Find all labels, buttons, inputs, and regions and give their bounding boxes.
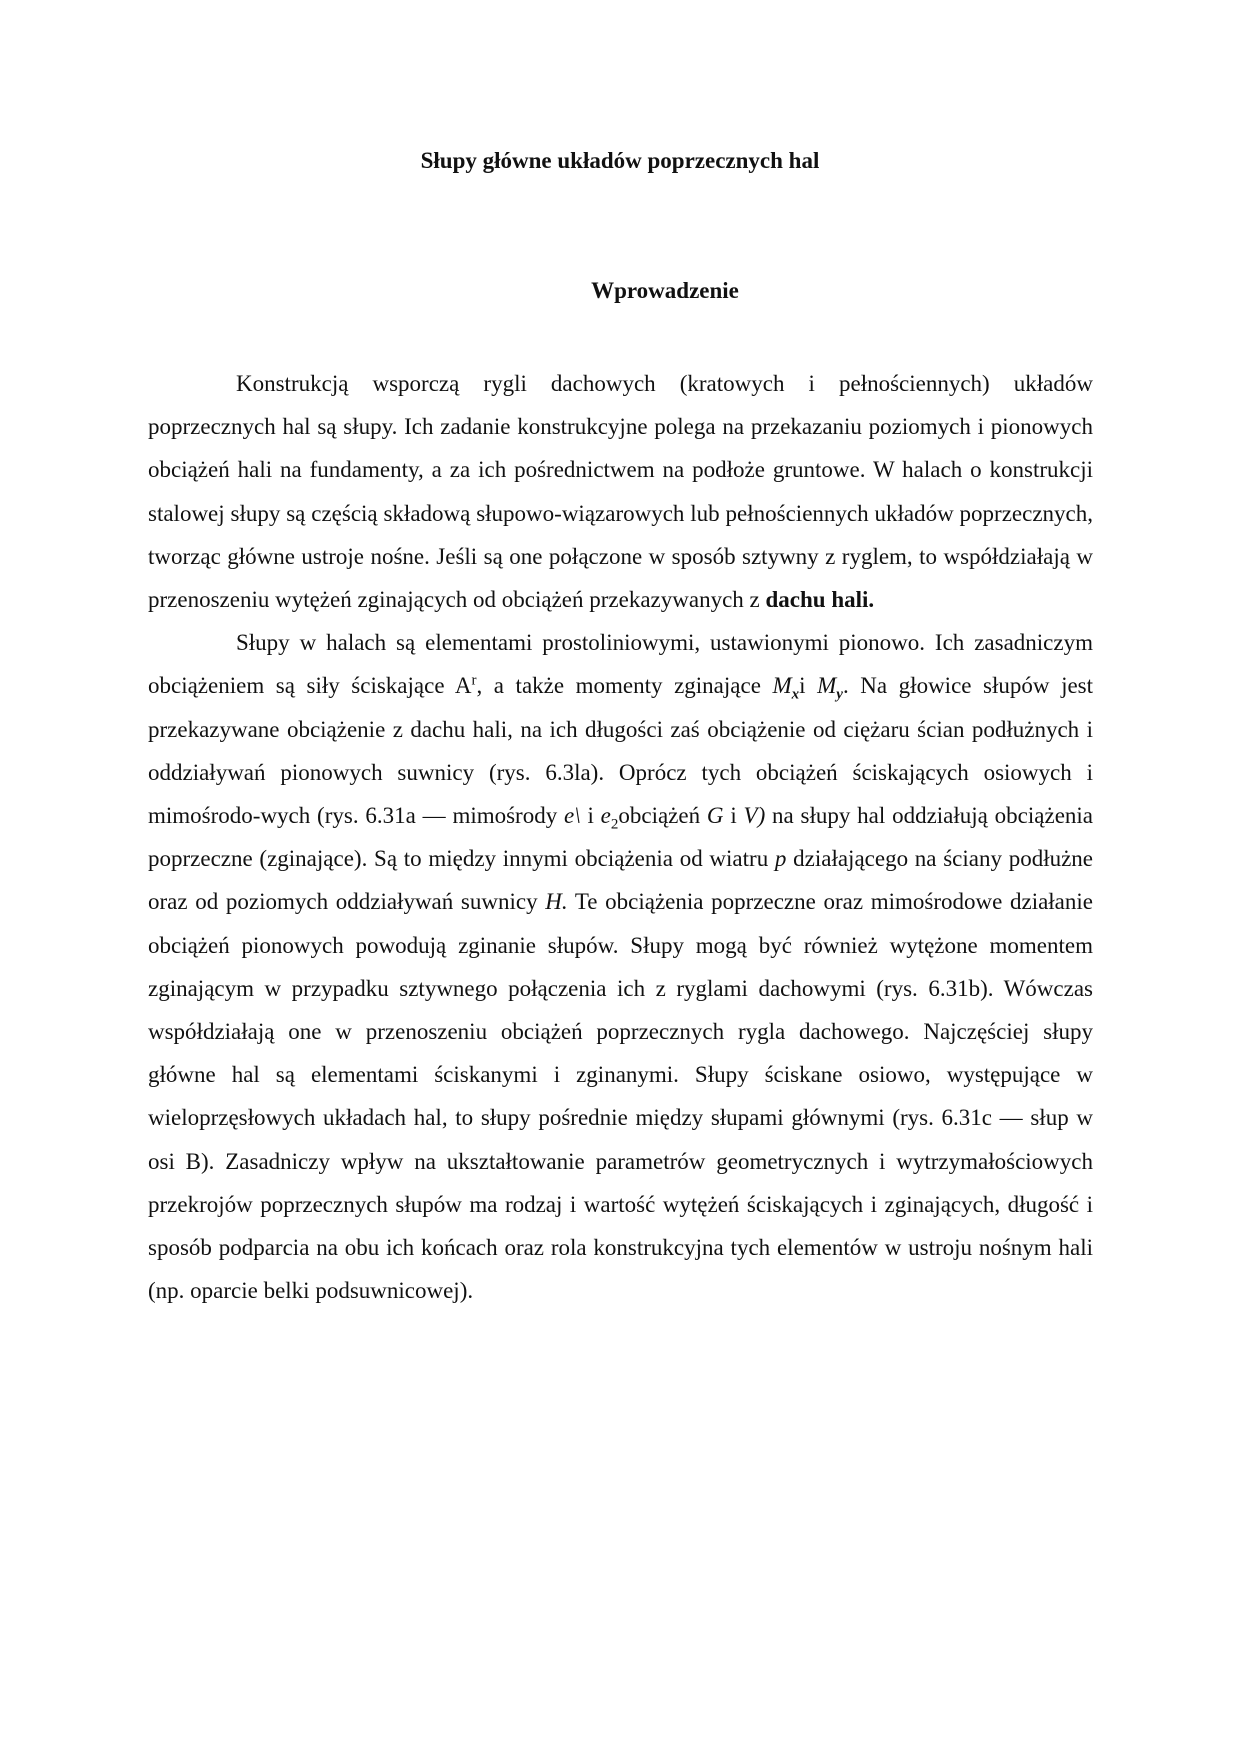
- text-run: obciążeń: [618, 803, 707, 829]
- text-run: H.: [545, 889, 568, 915]
- text-run: M: [817, 673, 837, 699]
- body-text: [148, 362, 1093, 1312]
- paragraph-1: [148, 362, 1093, 621]
- text-run: G: [706, 803, 724, 829]
- text-run: e: [600, 803, 611, 829]
- document-title: Słupy główne układów poprzecznych hal: [420, 148, 820, 173]
- text-run: i: [723, 803, 744, 829]
- text-run: r: [471, 672, 477, 689]
- paragraph-2: [148, 621, 1093, 1312]
- text-run: na słupy hal oddziałują obciążenia poprzeczne (zginające). Są to między innymi obciążenia od wiatru: [148, 803, 1094, 872]
- text-run: i: [580, 803, 601, 829]
- text-run: działającego na ściany podłużne oraz od poziomych oddziaływań suwnicy: [148, 846, 1093, 915]
- text-run: Konstrukcją wsporczą rygli dachowych (kratowych i pełnościennych) układów poprzecznych hal są słupy. Ich zadanie konstrukcyjne polega na przekazaniu poziomych i pionowych obciążeń hali na fundamenty, a za ich pośrednictwem na podłoże gruntowe. W halach o konstrukcji stalowej słupy są częścią składową słupowo-wiązarowych lub pełnościennych układów poprzecznych, tworząc główne ustroje nośne. Jeśli są one połączone w sposób sztywny z ryglem, to współdziałają w przenoszeniu wytężeń zginających od obciążeń przekazywanych z: [148, 371, 1093, 613]
- text-run: 2: [610, 816, 619, 833]
- text-run: , a także momenty zginające: [476, 673, 773, 699]
- text-run: M: [772, 673, 792, 699]
- text-run: p: [774, 846, 787, 872]
- text-run: Słupy w halach są elementami prostoliniowymi, ustawionymi pionowo. Ich zasadniczym obciążeniem są siły ściskające A: [148, 630, 1093, 699]
- text-run: V): [743, 803, 766, 829]
- text-run: i: [799, 673, 818, 699]
- text-run: y: [836, 687, 843, 704]
- text-run: dachu hali.: [765, 587, 875, 613]
- section-heading: Wprowadzenie: [591, 278, 739, 303]
- text-run: Te obciążenia poprzeczne oraz mimośrodowe działanie obciążeń pionowych powodują zginanie słupów. Słupy mogą być również wytężone momentem zginającym w przypadku sztywnego połączenia ich z ryglami dachowymi (rys. 6.31b). Wówczas współdziałają one w przenoszeniu obciążeń poprzecznych rygla dachowego. Najczęściej słupy główne hal są elementami ściskanymi i zginanymi. Słupy ściskane osiowo, występujące w wieloprzęsłowych układach hal, to słupy pośrednie między słupami głównymi (rys. 6.31c — słup w osi B). Zasadniczy wpływ na ukształtowanie parametrów geometrycznych i wytrzymałościowych przekrojów poprzecznych słupów ma rodzaj i wartość wytężeń ściskających i zginających, długość i sposób podparcia na obu ich końcach oraz rola konstrukcyjna tych elementów w ustroju nośnym hali (np. oparcie belki podsuwnicowej).: [148, 889, 1093, 1304]
- text-run: e\: [564, 803, 581, 829]
- text-run: . Na głowice słupów jest przekazywane obciążenie z dachu hali, na ich długości zaś obciążenie od ciężaru ścian podłużnych i oddziaływań pionowych suwnicy (rys. 6.3la). Oprócz tych obciążeń ściskających osiowych i mimośrodo-wych (rys. 6.31a — mimośrody: [148, 673, 1094, 829]
- text-run: x: [791, 687, 800, 704]
